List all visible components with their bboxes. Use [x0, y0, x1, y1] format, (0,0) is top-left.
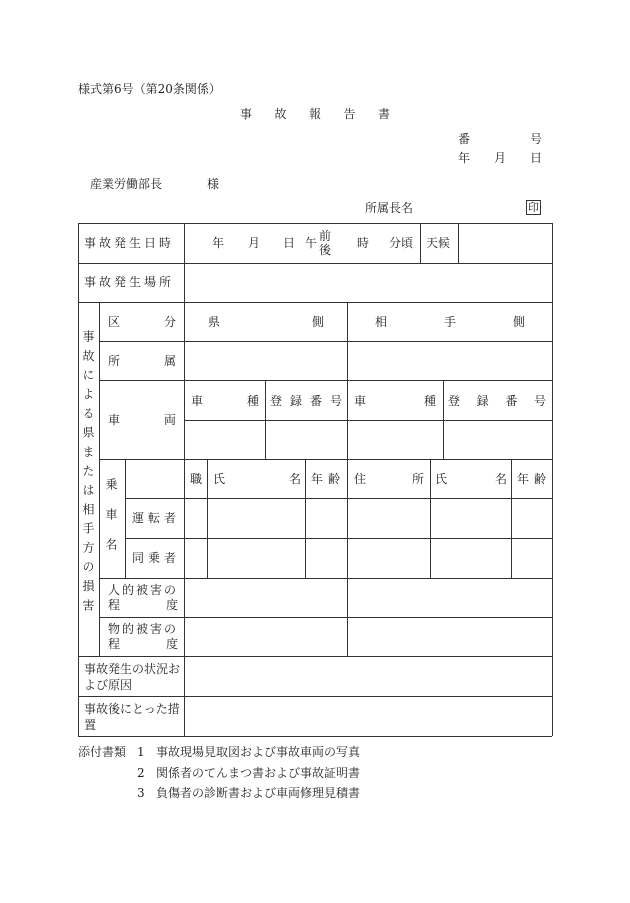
affiliation-head-name: 所属長名 — [365, 201, 414, 215]
reg-number-label: 登 録 番 号 — [270, 394, 342, 408]
table-line — [430, 459, 431, 578]
title-char: 告 — [343, 107, 356, 121]
property-damage-label-1: 物的被害の — [108, 622, 179, 636]
attachment-no: 2 — [137, 766, 145, 780]
form-number: 様式第6号（第20条関係） — [78, 82, 221, 96]
table-line — [347, 302, 348, 656]
address-header-prefix: 住 — [354, 472, 367, 486]
addressee: 産業労働部長 — [90, 177, 163, 191]
title-char: 報 — [308, 107, 321, 121]
table-line — [78, 223, 552, 224]
position-header: 職 — [190, 472, 203, 486]
dt-year: 年 — [212, 236, 225, 250]
vehicle-type-label-2: 車 種 — [354, 394, 436, 408]
affiliation-label: 所 属 — [108, 354, 176, 368]
table-line — [99, 459, 552, 460]
accident-datetime-label: 事故発生日時 — [84, 236, 175, 250]
damage-side-label: 事故による県または相手方の損害 — [81, 330, 95, 618]
form-title — [240, 108, 390, 120]
attachment-text: 事故現場見取図および事故車両の写真 — [156, 745, 361, 759]
table-line — [99, 380, 552, 381]
attachments-label: 添付書類 — [78, 745, 127, 759]
prefecture-side-label: 県 側 — [208, 315, 324, 329]
property-damage-label-2: 程 度 — [108, 637, 178, 651]
table-line — [511, 459, 512, 578]
table-line — [99, 617, 552, 618]
accident-place-label: 事故発生場所 — [84, 275, 175, 289]
driver-label: 運転者 — [132, 511, 181, 525]
table-line — [458, 223, 459, 263]
dt-day: 日 — [283, 236, 296, 250]
title-char: 事 — [240, 107, 253, 121]
measures-label-1: 事故後にとった措 — [84, 702, 180, 716]
table-line — [552, 223, 553, 736]
name-header-suffix: 名 — [289, 472, 302, 486]
weather-label: 天候 — [426, 236, 451, 250]
age-header-2: 年齢 — [517, 472, 552, 486]
vehicle-label: 車 両 — [108, 413, 176, 427]
table-line — [443, 380, 444, 459]
human-damage-label-1: 人的被害の — [108, 583, 179, 597]
occupants-label: 乗車名 — [104, 478, 118, 568]
table-line — [125, 498, 552, 499]
title-char: 故 — [274, 107, 287, 121]
table-line — [78, 263, 552, 264]
table-line — [265, 380, 266, 459]
table-line — [125, 459, 126, 578]
date-year: 年 — [458, 151, 471, 165]
attachment-text: 関係者のてんまつ書および事故証明書 — [156, 766, 361, 780]
table-line — [78, 736, 552, 737]
table-line — [99, 341, 552, 342]
table-line — [184, 420, 552, 421]
table-line — [78, 302, 552, 303]
attachment-text: 負傷者の診断書および車両修理見積書 — [156, 786, 361, 800]
vehicle-type-label: 車 種 — [191, 394, 259, 408]
situation-label-2: よび原因 — [84, 678, 133, 692]
number-suffix: 号 — [530, 132, 543, 146]
human-damage-label-2: 程 度 — [108, 598, 178, 612]
table-line — [184, 223, 185, 736]
measures-label-2: 置 — [84, 718, 97, 732]
honorific: 様 — [207, 177, 220, 191]
attachment-no: 1 — [137, 745, 145, 759]
dt-ampm: 前 後 — [319, 229, 332, 258]
table-line — [207, 459, 208, 578]
table-line — [305, 459, 306, 578]
date-day: 日 — [530, 151, 543, 165]
age-header: 年齢 — [311, 472, 346, 486]
other-side-label: 相 手 側 — [375, 315, 525, 329]
attachment-no: 3 — [137, 786, 145, 800]
number-label: 番 — [458, 132, 471, 146]
address-header-suffix: 所 — [412, 472, 425, 486]
reg-number-label-2: 登 録 番 号 — [448, 394, 546, 408]
division-label: 区 分 — [108, 315, 176, 329]
seal-mark: 印 — [528, 201, 539, 214]
dt-hour: 時 — [357, 236, 370, 250]
dt-minute: 分頃 — [389, 236, 414, 250]
table-line — [420, 223, 421, 263]
passenger-label: 同乗者 — [132, 551, 181, 565]
table-line — [78, 223, 79, 736]
situation-label-1: 事故発生の状況お — [84, 662, 181, 676]
dt-am: 午 — [305, 236, 318, 250]
title-char: 書 — [377, 107, 390, 121]
name-header-prefix-2: 氏 — [435, 472, 448, 486]
date-month: 月 — [494, 151, 507, 165]
name-header-suffix-2: 名 — [495, 472, 508, 486]
table-line — [99, 302, 100, 656]
table-line — [78, 696, 552, 697]
table-line — [99, 578, 552, 579]
table-line — [78, 656, 552, 657]
dt-month: 月 — [248, 236, 261, 250]
name-header-prefix: 氏 — [213, 472, 226, 486]
table-line — [125, 538, 552, 539]
